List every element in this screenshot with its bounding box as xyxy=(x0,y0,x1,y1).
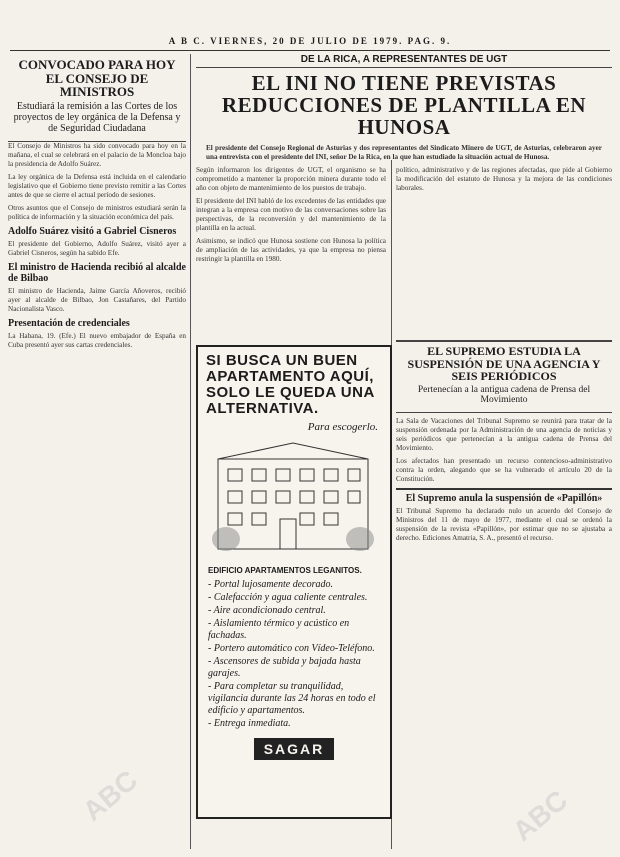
abc-watermark: ABC xyxy=(506,784,574,847)
ad-feature: - Para completar su tranquilidad, vigilancia durante las 24 horas en todo el edificio y apartamentos. xyxy=(208,681,376,716)
hunosa-kicker: DE LA RICA, A REPRESENTANTES DE UGT xyxy=(196,54,612,68)
supremo-story xyxy=(396,340,612,413)
ad-feature: - Entrega inmediata. xyxy=(208,718,291,729)
hunosa-paragraph: Asimismo, se indicó que Hunosa sostiene con Hunosa la política de ampliación de las actividades, ya que la empresa no piensa restringir la plantilla en 1980. xyxy=(196,237,386,264)
right-column xyxy=(396,340,612,850)
ad-feature: - Ascensores de subida y bajada hasta garajes. xyxy=(208,656,361,679)
ad-headline: SI BUSCA UN BUEN APARTAMENTO AQUÍ, SOLO LE QUEDA UNA ALTERNATIVA. xyxy=(206,352,375,417)
ad-building-name: EDIFICIO APARTAMENTOS LEGANITOS. xyxy=(208,566,362,575)
ministers-paragraph: El Consejo de Ministros ha sido convocado para hoy en la mañana, el cual se celebrará en el palacio de la Moncloa bajo la presidencia de Adolfo Suárez. xyxy=(8,141,186,168)
supremo-headline: EL SUPREMO ESTUDIA LA SUSPENSIÓN DE UNA AGENCIA Y SEIS PERIÓDICOS xyxy=(407,344,601,384)
page-header: A B C. VIERNES, 20 DE JULIO DE 1979. PAG. 9. xyxy=(10,36,610,51)
ad-feature: - Portero automático con Vídeo-Teléfono. xyxy=(208,643,375,654)
apartment-advertisement xyxy=(196,345,392,819)
building-illustration xyxy=(208,439,378,557)
hunosa-headline: EL INI NO TIENE PREVISTAS REDUCCIONES DE PLANTILLA EN HUNOSA xyxy=(221,71,587,140)
papillon-headline: El Supremo anula la suspensión de «Papillón» xyxy=(396,488,612,504)
column-rule xyxy=(190,54,191,849)
ad-feature: - Calefacción y agua caliente centrales. xyxy=(208,592,368,603)
hacienda-paragraph: El ministro de Hacienda, Jaime García Añoveros, recibió ayer al alcalde de Bilbao, Jon Castañares, del Partido Nacionalista Vasco. xyxy=(8,286,186,313)
supremo-subhead: Pertenecían a la antigua cadena de Prensa del Movimiento xyxy=(417,384,591,405)
credenciales-paragraph: La Habana, 19. (Efe.) El nuevo embajador de España en Cuba presentó ayer sus cartas credenciales. xyxy=(8,331,186,349)
abc-watermark: ABC xyxy=(76,764,144,827)
sagar-logo: SAGAR xyxy=(254,738,334,760)
supremo-paragraph: Los afectados han presentado un recurso contencioso-administrativo contra la orden, alegando que se ha vulnerado el artículo 20 de la Constitución. xyxy=(396,456,612,483)
ad-feature: - Aislamiento térmico y acústico en fachadas. xyxy=(208,618,350,641)
ministers-paragraph: La ley orgánica de la Defensa está incluida en el calendario legislativo que el Gobierno tiene previsto remitir a las Cortes antes de que se cierre el actual período de sesiones. xyxy=(8,172,186,199)
ministers-headline: CONVOCADO PARA HOY EL CONSEJO DE MINISTROS xyxy=(18,57,176,100)
credenciales-headline: Presentación de credenciales xyxy=(8,317,130,329)
ad-feature: - Aire acondicionado central. xyxy=(208,605,326,616)
hunosa-lead: El presidente del Consejo Regional de Asturias y dos representantes del Sindicato Minero de UGT, de Asturias, celebraron ayer una entrevista con el presidente del INI, señor De la Rica, en la que han estudiado la situación actual de Hunosa. xyxy=(206,144,602,162)
supremo-paragraph: La Sala de Vacaciones del Tribunal Supremo se reunirá para tratar de la suspensión ordenada por la Administración de una agencia de noticias y seis periódicos que pertenecían a la antigua cadena de Prensa del Movimiento. xyxy=(396,416,612,452)
ministers-paragraph: Otros asuntos que el Consejo de ministros estudiará serán la política de información y la situación económica del país. xyxy=(8,203,186,221)
ministers-story xyxy=(8,54,186,142)
hunosa-paragraph: Según informaron los dirigentes de UGT, el organismo se ha comprometido a mantener la proporción minera durante todo el año con objeto de mantenimiento de los puestos de trabajo. xyxy=(196,166,386,193)
suarez-headline: Adolfo Suárez visitó a Gabriel Cisneros xyxy=(8,225,177,237)
ad-features-list xyxy=(198,579,390,730)
suarez-paragraph: El presidente del Gobierno, Adolfo Suárez, visitó ayer a Gabriel Cisneros, según ha sabido Efe. xyxy=(8,239,186,257)
hunosa-story xyxy=(196,54,612,268)
ad-tagline: Para escogerlo. xyxy=(307,421,378,433)
hunosa-continued: político, administrativo y de las regiones afectadas, que pide al Gobierno la modificación del estatuto de Hunosa y la mejora de las condiciones laborales. xyxy=(396,166,612,193)
ministers-subhead: Estudiará la remisión a las Cortes de los proyectos de ley orgánica de la Defensa y de Seguridad Ciudadana xyxy=(13,100,181,134)
hacienda-headline: El ministro de Hacienda recibió al alcalde de Bilbao xyxy=(8,261,186,284)
ad-feature: - Portal lujosamente decorado. xyxy=(208,579,333,590)
hunosa-paragraph: El presidente del INI habló de los excedentes de las entidades que integran a la empresa con motivo de las conversaciones sobre las perspectivas, de la reconversión y del mantenimiento de la plantilla en la actual. xyxy=(196,197,386,233)
papillon-paragraph: El Tribunal Supremo ha declarado nulo un acuerdo del Consejo de Ministros del 11 de mayo de 1977, mediante el cual se ordenó la suspensión de la revista «Papillón», por estimar que no se ajustaba a derecho. Ediciones Amatria, S. A., presentó el recurso. xyxy=(396,506,612,542)
left-column xyxy=(8,54,186,849)
